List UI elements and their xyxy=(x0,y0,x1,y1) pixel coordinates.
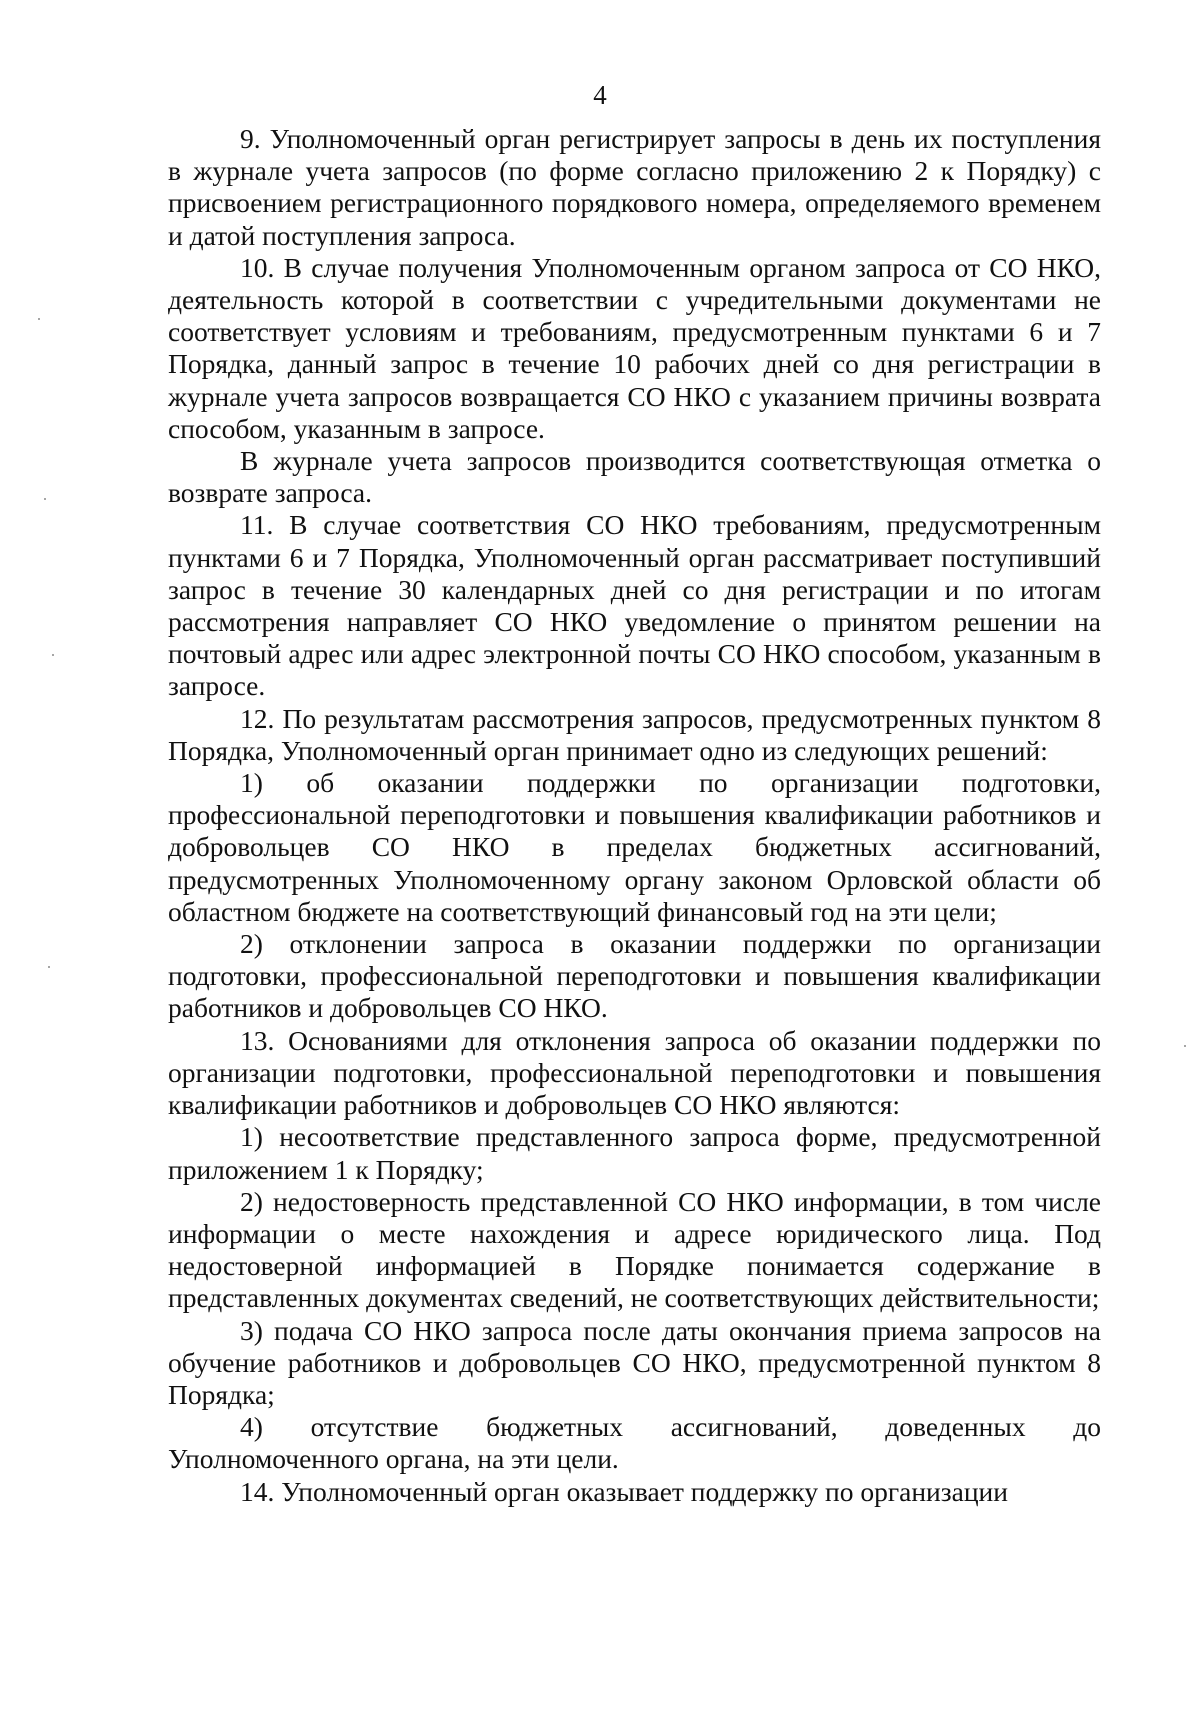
paragraph-12-item-2: 2) отклонении запроса в оказании поддержки по организации подготовки, профессиональной переподготовки и повышения квалификации работников и добровольцев СО НКО. xyxy=(168,928,1101,1024)
paragraph-10-note: В журнале учета запросов производится соответствующая отметка о возврате запроса. xyxy=(168,445,1101,509)
paragraph-9: 9. Уполномоченный орган регистрирует запросы в день их поступления в журнале учета запросов (по форме согласно приложению 2 к Порядку) с присвоением регистрационного порядкового номера, определяемого временем и датой поступления запроса. xyxy=(168,123,1101,251)
scan-speck xyxy=(52,654,54,656)
paragraph-13: 13. Основаниями для отклонения запроса об оказании поддержки по организации подготовки, профессиональной переподготовки и повышения квалификации работников и добровольцев СО НКО являются: xyxy=(168,1024,1101,1121)
scan-speck xyxy=(38,318,40,320)
scan-speck xyxy=(44,498,46,500)
paragraph-13-item-2: 2) недостоверность представленной СО НКО информации, в том числе информации о месте нахождения и адресе юридического лица. Под недостоверной информацией в Порядке понимается содержание в представленных документах сведений, не соответствующих действительности; xyxy=(168,1185,1101,1314)
scan-speck xyxy=(48,966,50,968)
paragraph-11: 11. В случае соответствия СО НКО требованиям, предусмотренным пунктами 6 и 7 Порядка, Уполномоченный орган рассматривает поступивший запрос в течение 30 календарных дней со дня регистрации и по итогам рассмотрения направляет СО НКО уведомление о принятом решении на почтовый адрес или адрес электронной почты СО НКО способом, указанным в запросе. xyxy=(168,509,1101,702)
paragraph-12: 12. По результатам рассмотрения запросов, предусмотренных пунктом 8 Порядка, Уполномоченный орган принимает одно из следующих решений: xyxy=(168,702,1101,766)
paragraph-13-item-1: 1) несоответствие представленного запроса форме, предусмотренной приложением 1 к Порядку; xyxy=(168,1121,1101,1185)
paragraph-10: 10. В случае получения Уполномоченным органом запроса от СО НКО, деятельность которой в соответствии с учредительными документами не соответствует условиям и требованиям, предусмотренным пунктами 6 и 7 Порядка, данный запрос в течение 10 рабочих дней со дня регистрации в журнале учета запросов возвращается СО НКО с указанием причины возврата способом, указанным в запросе. xyxy=(168,251,1101,444)
scan-speck xyxy=(1184,1045,1186,1047)
paragraph-14: 14. Уполномоченный орган оказывает поддержку по организации xyxy=(240,1475,1008,1507)
page-number: 4 xyxy=(593,80,607,110)
paragraph-12-item-1: 1) об оказании поддержки по организации подготовки, профессиональной переподготовки и повышения квалификации работников и добровольцев СО НКО в пределах бюджетных ассигнований, предусмотренных Уполномоченному органу законом Орловской области об областном бюджете на соответствующий финансовый год на эти цели; xyxy=(168,767,1101,927)
paragraph-13-item-3: 3) подача СО НКО запроса после даты окончания приема запросов на обучение работников и добровольцев СО НКО, предусмотренной пунктом 8 Порядка; xyxy=(168,1314,1101,1410)
paragraph-13-item-4: 4) отсутствие бюджетных ассигнований, доведенных до Уполномоченного органа, на эти цели. xyxy=(168,1411,1101,1475)
document-body xyxy=(168,123,1101,1508)
